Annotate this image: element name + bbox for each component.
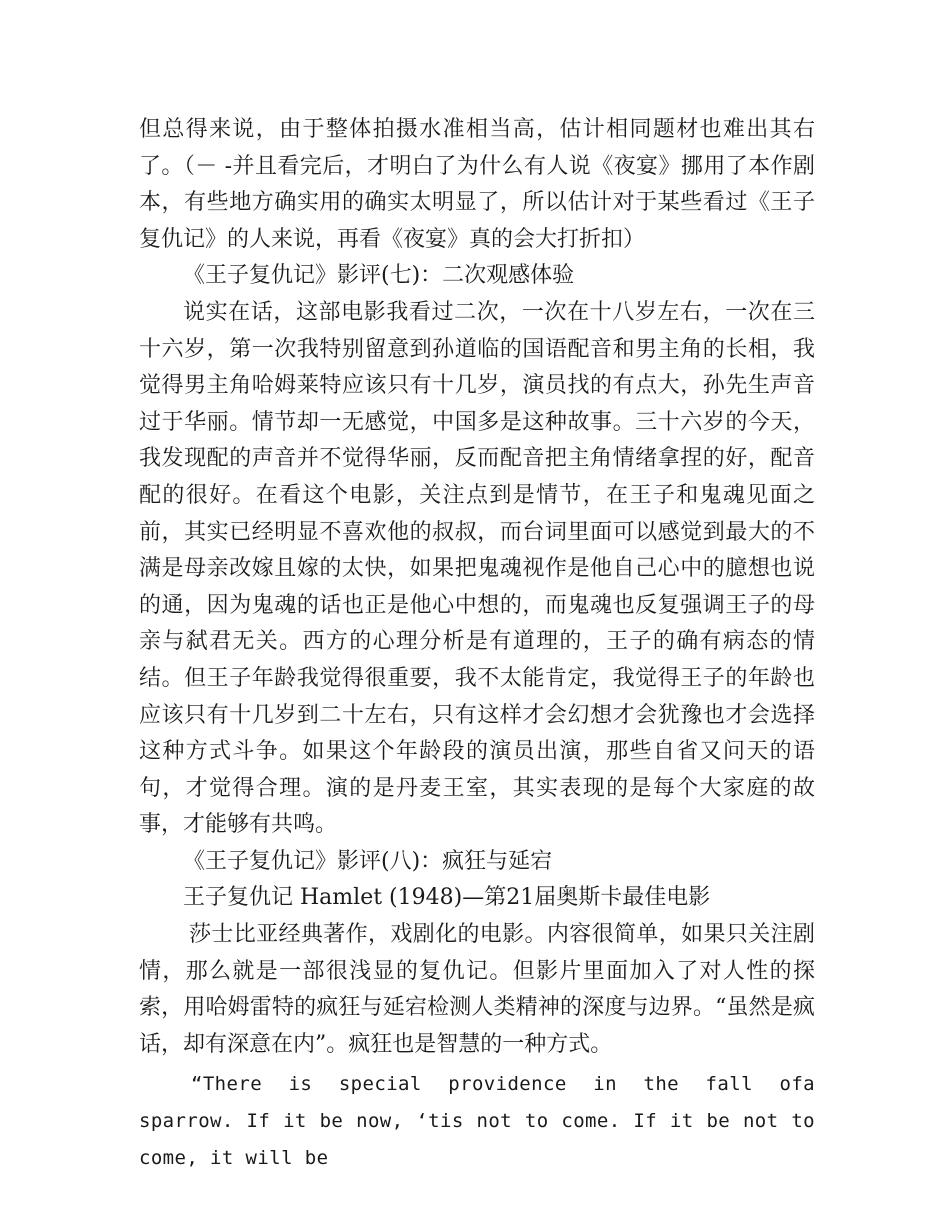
paragraph: 王子复仇记 Hamlet (1948)—第21届奥斯卡最佳电影 (183, 885, 711, 911)
section-heading: 《王子复仇记》影评(八)：疯狂与延宕 (183, 848, 553, 874)
paragraph: 但总得来说，由于整体拍摄水准相当高，估计相同题材也难出其右了。（－ -并且看完后，才明白了为什么有人说《夜宴》挪用了本作剧本，有些地方确实用的确实太明显了，所以估计对于某些看过《王子复仇记》的人来说，再看《夜宴》真的会大打折扣） (139, 117, 815, 252)
section-heading: 《王子复仇记》影评(七)：二次观感体验 (183, 263, 575, 289)
english-quote: “There is special providence in the fall ofa sparrow. If it be now, ‘tis not to come. If it be not to come, it will be (139, 1073, 815, 1169)
paragraph: 说实在话，这部电影我看过二次，一次在十八岁左右，一次在三十六岁，第一次我特别留意到孙道临的国语配音和男主角的长相，我觉得男主角哈姆莱特应该只有十几岁，演员找的有点大，孙先生声音过于华丽。情节却一无感觉，中国多是这种故事。三十六岁的今天，我发现配的声音并不觉得华丽，反而配音把主角情绪拿捏的好，配音配的很好。在看这个电影，关注点到是情节，在王子和鬼魂见面之前，其实已经明显不喜欢他的叔叔，而台词里面可以感觉到最大的不满是母亲改嫁且嫁的太快，如果把鬼魂视作是他自己心中的臆想也说的通，因为鬼魂的话也正是他心中想的，而鬼魂也反复强调王子的母亲与弑君无关。西方的心理分析是有道理的，王子的确有病态的情结。但王子年龄我觉得很重要，我不太能肯定，我觉得王子的年龄也应该只有十几岁到二十左右，只有这样才会幻想才会犹豫也才会选择这种方式斗争。如果这个年龄段的演员出演，那些自省又问天的语句，才觉得合理。演的是丹麦王室，其实表现的是每个大家庭的故事，才能够有共鸣。 (139, 299, 815, 838)
document-body (139, 112, 815, 1176)
paragraph: 莎士比亚经典著作，戏剧化的电影。内容很简单，如果只关注剧情，那么就是一部很浅显的复仇记。但影片里面加入了对人性的探索，用哈姆雷特的疯狂与延宕检测人类精神的深度与边界。“虽然是疯话，却有深意在内”。疯狂也是智慧的一种方式。 (139, 922, 815, 1057)
